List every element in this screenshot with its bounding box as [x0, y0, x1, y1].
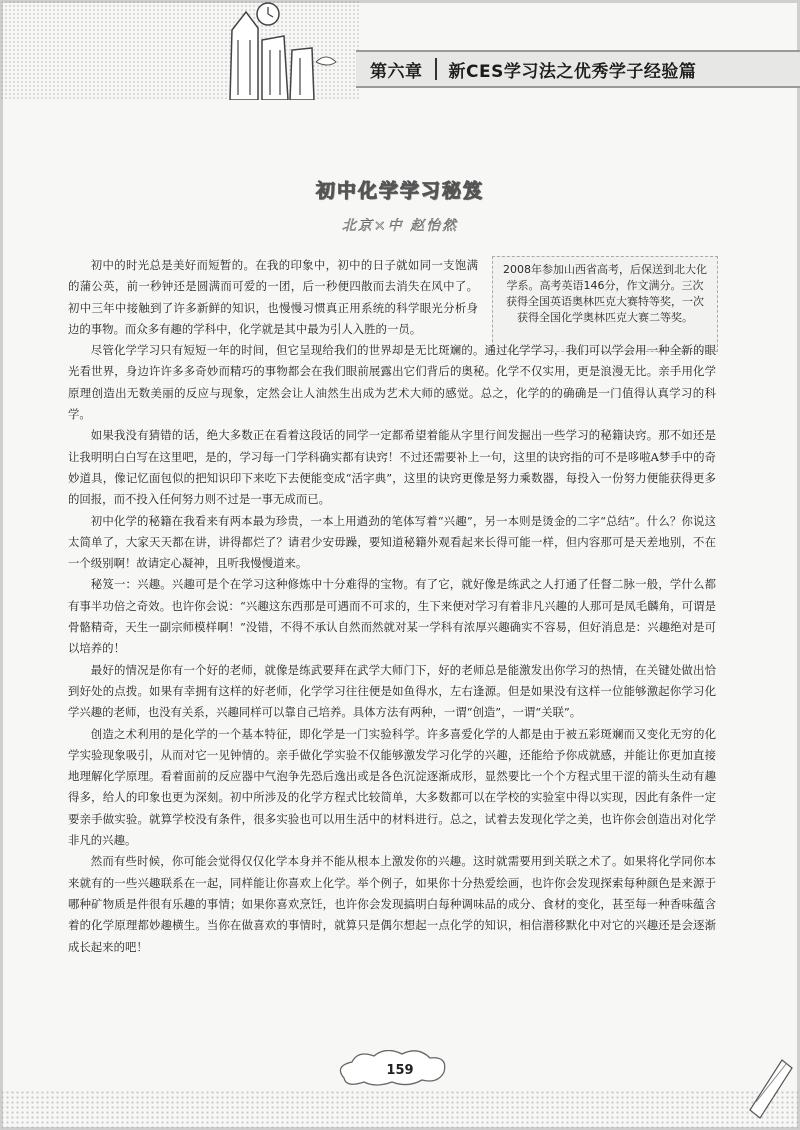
article-title: 初中化学学习秘笈 — [315, 180, 484, 202]
clock-icon — [257, 3, 279, 25]
paragraph: 秘笈一：兴趣。兴趣可是个在学习这种修炼中十分难得的宝物。有了它，就好像是练武之人打通了任督二脉一般，学什么都有事半功倍之奇效。也许你会说：“兴趣这东西那是可遇而不可求的，生下来便对学习有着非凡兴趣的人那可是凤毛麟角，可谓是骨骼精奇，天生一副宗师模样啊！”没错，不得不承认自然而然就对某一学科有浓厚兴趣确实不容易，但好消息是：兴趣绝对是可以培养的！ — [68, 577, 716, 656]
article-heading — [0, 176, 800, 235]
chapter-number: 第六章 — [370, 61, 423, 82]
chapter-divider — [435, 58, 437, 80]
paragraph: 如果我没有猜错的话，绝大多数正在看着这段话的同学一定都希望着能从字里行间发掘出一些学习的秘籍诀窍。那不如还是让我明明白白写在这里吧，是的，学习每一门学科确实都有诀窍！不过还需要补上一句，这里的诀窍指的可不是哆啦A梦手中的奇妙道具，像记忆面包似的把知识印下来吃下去便能变成“活字典”，这里的诀窍更像是努力乘数器，每投入一份努力便能获得更多的回报，而不投入任何努力则不过是一事无成而已。 — [68, 428, 716, 507]
chapter-header — [356, 50, 800, 88]
paragraph: 最好的情况是你有一个好的老师，就像是练武要拜在武学大师门下，好的老师总是能激发出你学习的热情，在关键处做出恰到好处的点拨。如果有幸拥有这样的好老师，化学学习往往便是如鱼得水，左右逢源。但是如果没有这样一位能够激起你学习化学兴趣的老师，也没有关系，兴趣同样可以靠自己培养。具体方法有两种，一谓“创造”，一谓“关联”。 — [68, 662, 716, 720]
author-bio-box: 2008年参加山西省高考，后保送到北大化学系。高考英语146分，作文满分。三次获得全国英语奥林匹克大赛特等奖，一次获得全国化学奥林匹克大赛二等奖。 — [492, 256, 718, 352]
article-author: 北京×中 赵怡然 — [341, 218, 459, 234]
chapter-title: 新CES学习法之优秀学子经验篇 — [448, 61, 697, 82]
paragraph: 尽管化学学习只有短短一年的时间，但它呈现给我们的世界却是无比斑斓的。通过化学学习，我们可以学会用一种全新的眼光看世界，身边许许多多奇妙而精巧的事物都会在我们眼前展露出它们背后的奥秘。化学不仅实用，更是浪漫无比。亲手用化学原理创造出无数美丽的反应与现象，定然会让人油然生出成为艺术大师的感觉。总之，化学的的确确是一门值得认真学习的科学。 — [68, 343, 716, 422]
paragraph: 初中的时光总是美好而短暂的。在我的印象中，初中的日子就如同一支饱满的蒲公英，前一秒钟还是圆满而可爱的一团，后一秒便四散而去消失在风中了。初中三年中接触到了许多新鲜的知识，也慢慢习惯真正用系统的科学眼光分析身边的事物。而众多有趣的学科中，化学就是其中最为引人入胜的一员。 — [68, 258, 478, 336]
article-body — [68, 255, 716, 958]
paragraph: 初中化学的秘籍在我看来有两本最为珍贵，一本上用遒劲的笔体写着“兴趣”，另一本则是烫金的二字“总结”。什么？你说这太简单了，大家天天都在讲，讲得都烂了？请君少安毋躁，要知道秘籍外观看起来长得可能一样，但内容那可是天差地别，不在一个级别啊！故请定心凝神，且听我慢慢道来。 — [68, 513, 716, 571]
city-clock-illustration — [0, 0, 360, 100]
footer-texture — [0, 1090, 800, 1130]
paragraph: 然而有些时候，你可能会觉得仅仅化学本身并不能从根本上激发你的兴趣。这时就需要用到关联之术了。如果将化学同你本来就有的一些兴趣联系在一起，同样能让你喜欢上化学。举个例子，如果你十分热爱绘画，也许你会发现探索每种颜色是来源于哪种矿物质是件很有乐趣的事情；如果你喜欢烹饪，也许你会发现搞明白每种调味品的成分、食材的变化，甚至每一种香味蕴含着的化学原理都妙趣横生。当你在做喜欢的事情时，就算只是偶尔想起一点化学的知识，相信潜移默化中对它的兴趣还是会逐渐成长起来的吧！ — [68, 854, 716, 954]
page-number: 159 — [386, 1063, 414, 1078]
paragraph: 创造之术利用的是化学的一个基本特征，即化学是一门实验科学。许多喜爱化学的人都是由于被五彩斑斓而又变化无穷的化学实验现象吸引，从而对它一见钟情的。亲手做化学实验不仅能够激发学习化学的兴趣，还能给予你成就感，并能让你更加直接地理解化学原理。看着面前的反应器中气泡争先恐后逸出或是各色沉淀逐渐成形，显然要比一个个方程式里干涩的箭头生动有趣得多，给人的印象也更为深刻。初中所涉及的化学方程式比较简单，大多数都可以在学校的实验室中得以实现，因此有条件一定要亲手做实验。就算学校没有条件，很多实验也可以用生活中的材料进行。总之，试着去发现化学之美，也许你会创造出对化学非凡的兴趣。 — [68, 726, 716, 848]
pencil-decoration-icon — [742, 1050, 796, 1120]
